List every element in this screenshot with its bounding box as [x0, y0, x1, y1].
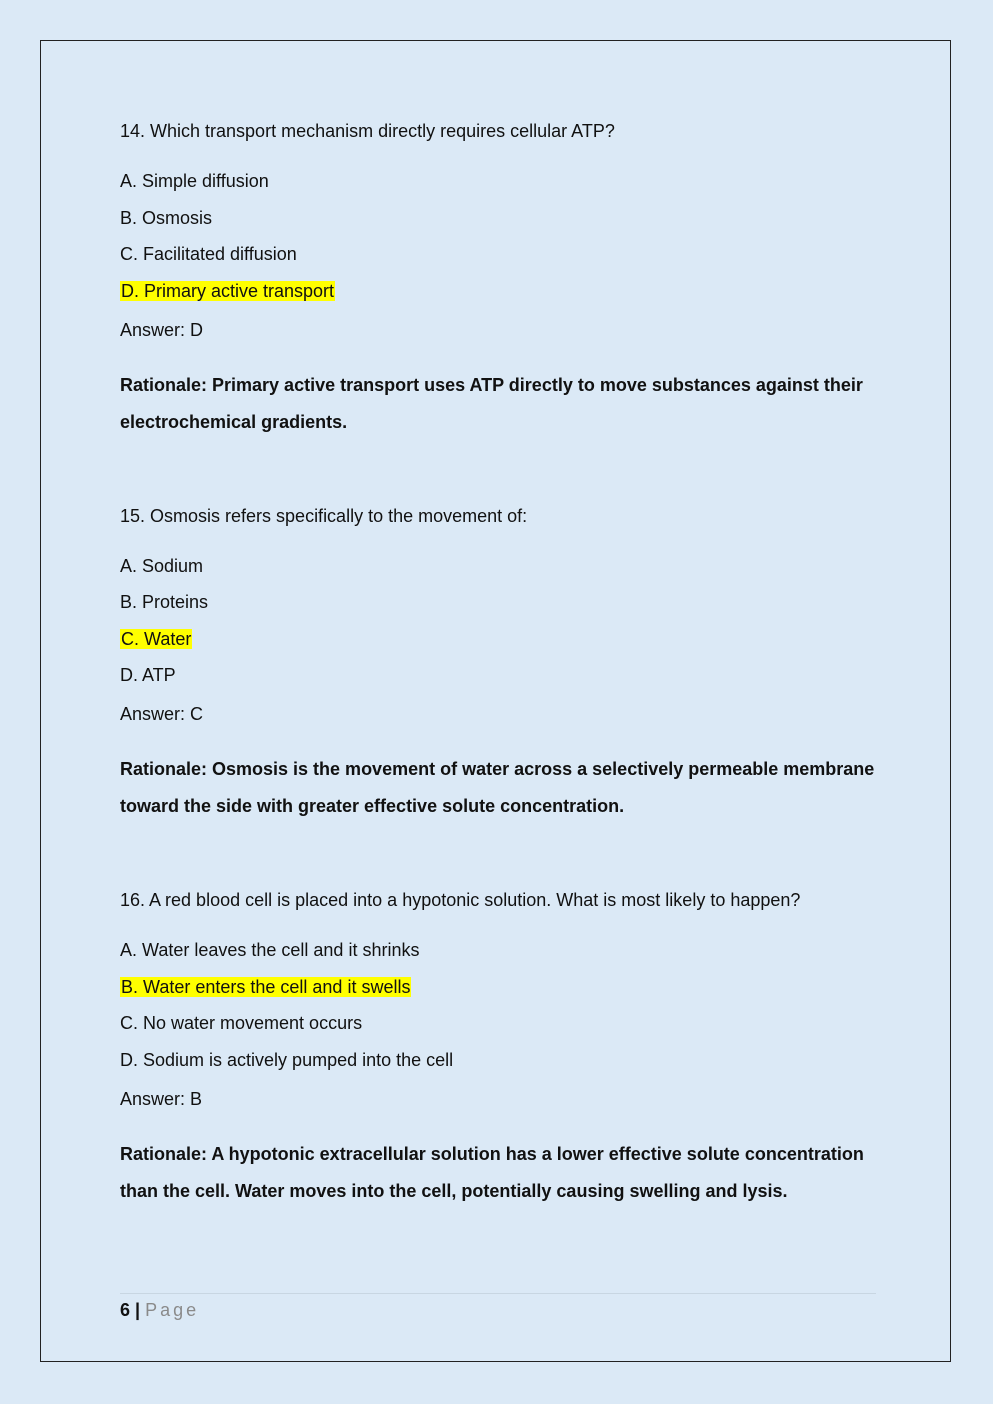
answer-text: Answer: D: [120, 319, 204, 340]
page-footer: [120, 1293, 876, 1322]
rationale-text: Rationale: Osmosis is the movement of water across a selectively permeable membrane toward the side with greater effective solute concentration.: [120, 759, 875, 816]
option-c: C. No water movement occurs: [120, 1013, 363, 1033]
option-d: D. Sodium is actively pumped into the cell: [120, 1049, 454, 1070]
page-separator: |: [135, 1300, 141, 1320]
option-b: B. Proteins: [120, 592, 209, 612]
question-text: 16. A red blood cell is placed into a hypotonic solution. What is most likely to happen?: [120, 890, 801, 910]
option-b-highlighted: B. Water enters the cell and it swells: [121, 976, 411, 997]
document-content: [120, 118, 876, 1210]
answer-text: Answer: B: [120, 1088, 203, 1109]
option-d-highlighted: D. Primary active transport: [121, 280, 335, 301]
rationale-text: Rationale: Primary active transport uses ATP directly to move substances against their electrochemical gradients.: [120, 374, 863, 432]
page-number: 6: [120, 1300, 131, 1320]
answer-text: Answer: C: [120, 704, 204, 724]
option-a: A. Simple diffusion: [120, 171, 269, 191]
page-label: Page: [145, 1300, 200, 1320]
option-c: C. Facilitated diffusion: [120, 244, 297, 264]
question-block-15: [120, 503, 876, 826]
option-b: B. Osmosis: [120, 207, 213, 228]
rationale-text: Rationale: A hypotonic extracellular solution has a lower effective solute concentration than the cell. Water moves into the cell, potentially causing swelling and lysis.: [120, 1143, 864, 1201]
option-a: A. Water leaves the cell and it shrinks: [120, 940, 420, 960]
option-d: D. ATP: [120, 665, 176, 685]
option-c-highlighted: C. Water: [121, 628, 192, 649]
question-block-14: [120, 118, 876, 441]
option-a: A. Sodium: [120, 555, 204, 576]
question-text: 15. Osmosis refers specifically to the movement of:: [120, 505, 528, 526]
question-block-16: [120, 887, 876, 1210]
question-text: 14. Which transport mechanism directly requires cellular ATP?: [120, 121, 615, 141]
